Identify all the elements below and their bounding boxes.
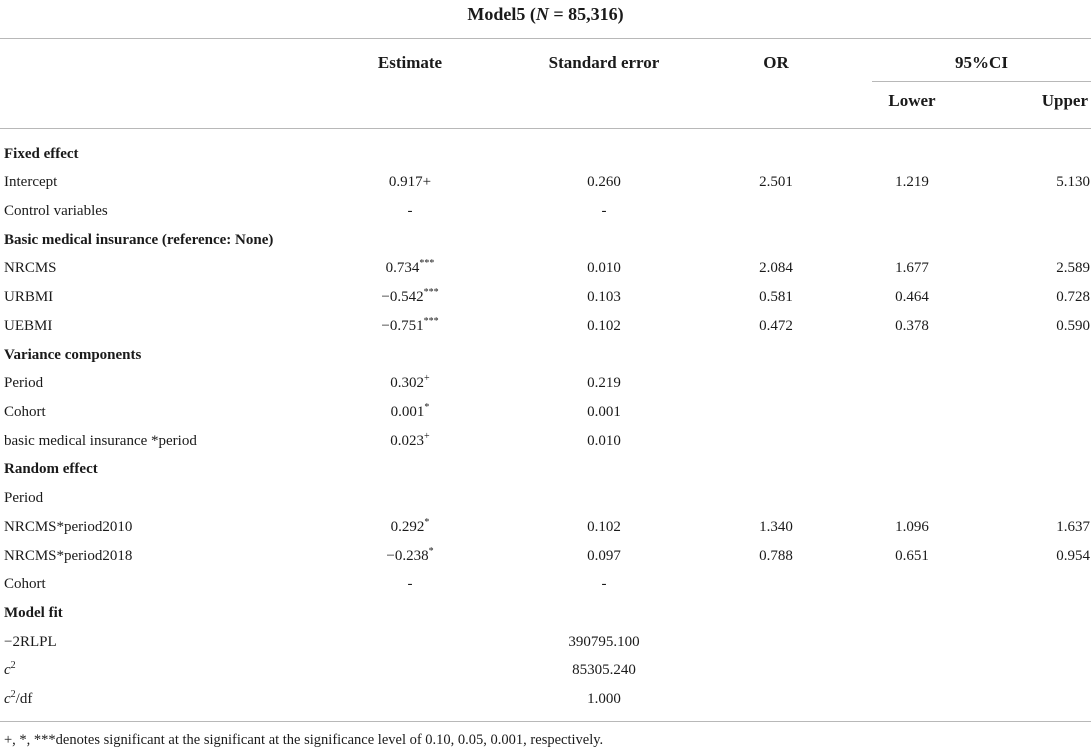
ci-lower-cell: 0.651 bbox=[895, 547, 929, 564]
ci-lower-cell: 0.464 bbox=[895, 289, 929, 306]
or-cell: 2.084 bbox=[759, 260, 793, 277]
standard-error-cell: 0.010 bbox=[587, 432, 621, 449]
or-cell: 2.501 bbox=[759, 174, 793, 191]
standard-error-cell: 0.102 bbox=[587, 317, 621, 334]
or-cell: 0.581 bbox=[759, 289, 793, 306]
table-row bbox=[0, 570, 1091, 599]
row-label: Period bbox=[4, 375, 44, 392]
standard-error-cell: 0.102 bbox=[587, 518, 621, 535]
row-label: NRCMS*period2018 bbox=[4, 547, 133, 564]
table-row bbox=[0, 484, 1091, 513]
row-label: NRCMS bbox=[4, 260, 57, 277]
standard-error-cell: - bbox=[601, 576, 607, 593]
table-title: Model5 (N = 85,316) bbox=[467, 4, 624, 24]
header-or: OR bbox=[763, 53, 789, 72]
estimate-cell: 0.734*** bbox=[385, 258, 435, 277]
section-row bbox=[0, 226, 1091, 255]
ci-lower-cell: 1.677 bbox=[895, 260, 929, 277]
table-row bbox=[0, 628, 1091, 657]
header-rule bbox=[0, 128, 1091, 129]
section-row bbox=[0, 341, 1091, 370]
bottom-rule bbox=[0, 721, 1091, 722]
table-row bbox=[0, 369, 1091, 398]
section-row bbox=[0, 455, 1091, 484]
row-label: Control variables bbox=[4, 202, 108, 219]
header-estimate: Estimate bbox=[377, 53, 443, 72]
ci-lower-cell: 1.096 bbox=[895, 518, 929, 535]
estimate-cell: - bbox=[407, 576, 413, 593]
row-label: −2RLPL bbox=[4, 633, 57, 650]
row-label: Cohort bbox=[4, 576, 46, 593]
table-row bbox=[0, 283, 1091, 312]
ci-upper-cell: 0.590 bbox=[1056, 317, 1090, 334]
header-ci: 95%CI bbox=[955, 53, 1008, 72]
estimate-cell: - bbox=[407, 202, 413, 219]
standard-error-cell: 0.097 bbox=[587, 547, 621, 564]
estimate-cell: 0.292* bbox=[390, 516, 430, 535]
standard-error-cell: 0.010 bbox=[587, 260, 621, 277]
standard-error-cell: - bbox=[601, 202, 607, 219]
footnote: +, *, ***denotes significant at the significant at the significance level of 0.10, 0.05, 0.001, respectively. bbox=[4, 732, 604, 748]
table-row bbox=[0, 168, 1091, 197]
table-row bbox=[0, 513, 1091, 542]
row-label: Period bbox=[4, 490, 44, 507]
standard-error-cell: 85305.240 bbox=[572, 662, 636, 679]
table-row bbox=[0, 427, 1091, 456]
top-rule bbox=[0, 38, 1091, 39]
ci-upper-cell: 1.637 bbox=[1056, 518, 1090, 535]
row-label: URBMI bbox=[4, 289, 54, 306]
standard-error-cell: 1.000 bbox=[587, 691, 621, 708]
header-lower: Lower bbox=[888, 91, 936, 110]
ci-lower-cell: 0.378 bbox=[895, 317, 929, 334]
row-label: UEBMI bbox=[4, 317, 53, 334]
table-row bbox=[0, 254, 1091, 283]
estimate-cell: 0.001* bbox=[390, 401, 430, 420]
row-label: $c^2$ bbox=[4, 660, 16, 679]
standard-error-cell: 390795.100 bbox=[568, 633, 640, 650]
or-cell: 0.472 bbox=[759, 317, 793, 334]
header-standard-error: Standard error bbox=[548, 53, 660, 72]
ci-upper-cell: 5.130 bbox=[1056, 174, 1090, 191]
or-cell: 1.340 bbox=[759, 518, 793, 535]
section-label: Variance components bbox=[4, 346, 142, 363]
ci-subrule bbox=[872, 81, 1091, 82]
row-label: Cohort bbox=[4, 403, 46, 420]
estimate-cell: 0.917+ bbox=[388, 174, 432, 191]
section-row bbox=[0, 140, 1091, 169]
row-label: NRCMS*period2010 bbox=[4, 518, 133, 535]
table-row bbox=[0, 312, 1091, 341]
standard-error-cell: 0.103 bbox=[587, 289, 621, 306]
table-row bbox=[0, 197, 1091, 226]
standard-error-cell: 0.219 bbox=[587, 375, 621, 392]
table-row bbox=[0, 685, 1091, 714]
row-label: Intercept bbox=[4, 174, 58, 191]
standard-error-cell: 0.001 bbox=[587, 403, 621, 420]
estimate-cell: 0.023+ bbox=[390, 430, 430, 449]
section-label: Random effect bbox=[4, 461, 98, 478]
table-row bbox=[0, 542, 1091, 571]
row-label: basic medical insurance *period bbox=[4, 432, 197, 449]
ci-upper-cell: 2.589 bbox=[1056, 260, 1090, 277]
section-row bbox=[0, 599, 1091, 628]
ci-upper-cell: 0.954 bbox=[1056, 547, 1090, 564]
table-row bbox=[0, 656, 1091, 685]
table-row bbox=[0, 398, 1091, 427]
ci-lower-cell: 1.219 bbox=[895, 174, 929, 191]
section-label: Fixed effect bbox=[4, 145, 79, 162]
section-label: Basic medical insurance (reference: None) bbox=[4, 231, 274, 248]
estimate-cell: −0.542*** bbox=[381, 287, 439, 306]
estimate-cell: 0.302+ bbox=[390, 373, 430, 392]
ci-upper-cell: 0.728 bbox=[1056, 289, 1090, 306]
estimate-cell: −0.751*** bbox=[381, 315, 439, 334]
or-cell: 0.788 bbox=[759, 547, 793, 564]
standard-error-cell: 0.260 bbox=[587, 174, 621, 191]
section-label: Model fit bbox=[4, 605, 63, 622]
estimate-cell: −0.238* bbox=[386, 545, 434, 564]
row-label: $c^2/df$ bbox=[4, 689, 33, 708]
header-upper: Upper bbox=[1041, 91, 1088, 110]
